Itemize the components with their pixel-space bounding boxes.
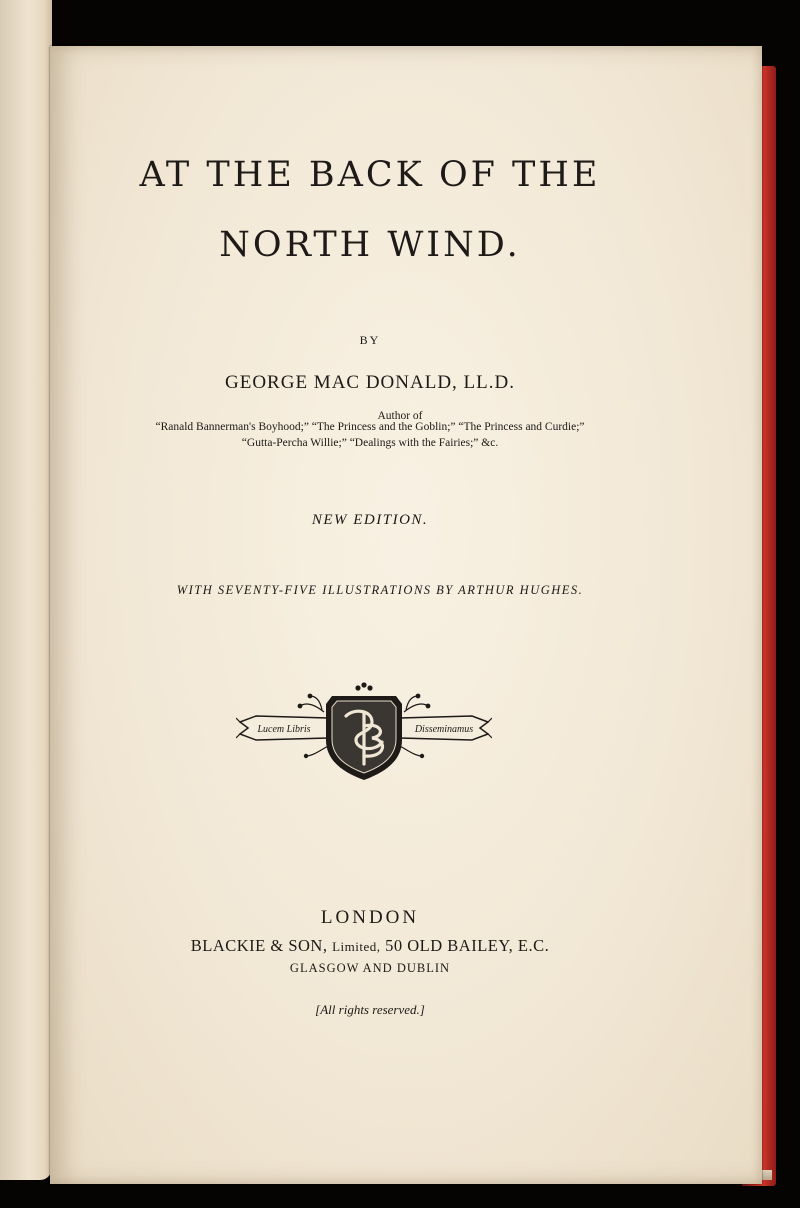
imprint-publisher xyxy=(70,936,670,956)
publisher-limited: Limited, xyxy=(332,939,381,954)
author-name: GEORGE MAC DONALD, LL.D. xyxy=(225,372,515,393)
illustrations-credit: WITH SEVENTY-FIVE ILLUSTRATIONS BY ARTHUR HUGHES. xyxy=(176,583,584,597)
edition-label: NEW EDITION. xyxy=(311,512,429,528)
works-list-line-1: “Ranald Bannerman's Boyhood;” “The Princess and the Goblin;” “The Princess and Curdie;” xyxy=(155,421,585,433)
left-page-edge xyxy=(0,0,52,1180)
svg-text:Lucem Libris: Lucem Libris xyxy=(257,724,311,735)
publisher-name: BLACKIE & SON, xyxy=(190,936,328,955)
svg-text:Disseminamus: Disseminamus xyxy=(414,724,474,735)
author-of-label: Author of xyxy=(377,410,423,422)
publisher-device-emblem xyxy=(236,682,492,782)
publisher-address: 50 OLD BAILEY, E.C. xyxy=(385,936,550,955)
rights-notice: [All rights reserved.] xyxy=(315,1002,425,1017)
book-title-line-1: AT THE BACK OF THE xyxy=(139,155,601,195)
imprint-branches: GLASGOW AND DUBLIN xyxy=(289,961,451,975)
works-list-line-2: “Gutta-Percha Willie;” “Dealings with the Fairies;” &c. xyxy=(241,437,499,449)
by-label: BY xyxy=(359,333,381,347)
imprint-city: LONDON xyxy=(320,907,420,928)
book-title-line-2: NORTH WIND. xyxy=(219,225,521,265)
